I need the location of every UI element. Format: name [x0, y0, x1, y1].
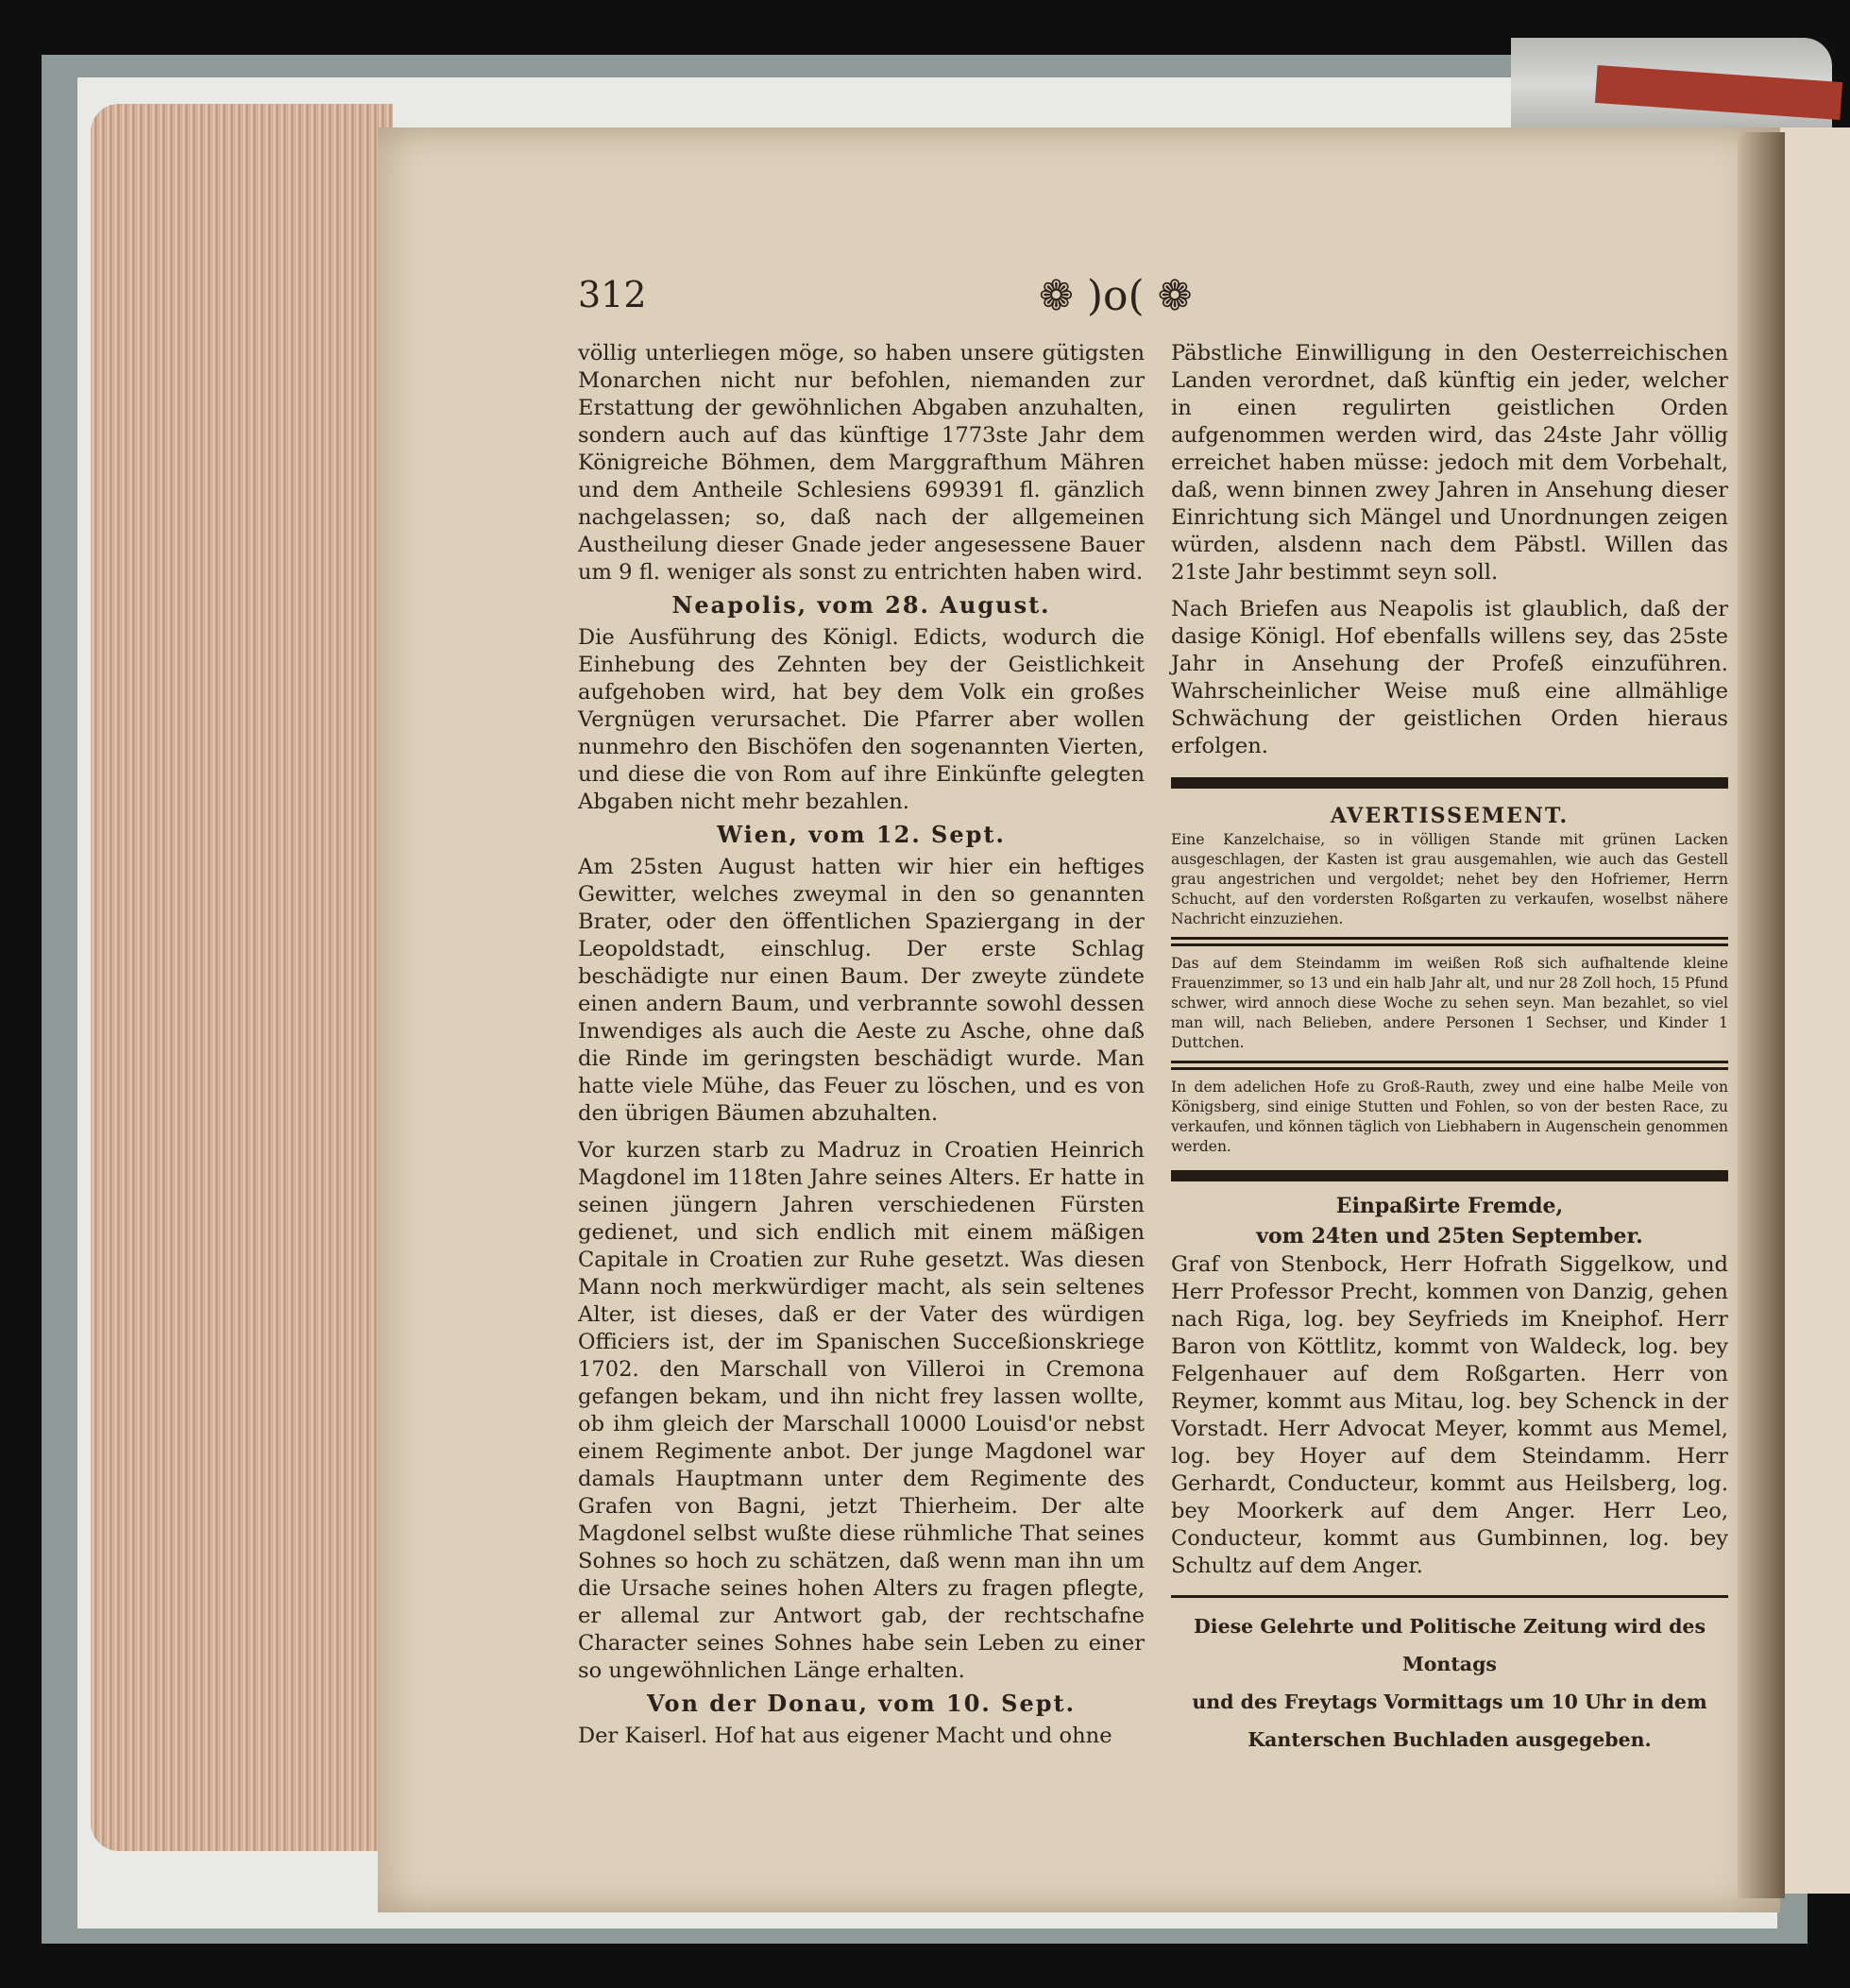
article-paragraph: Die Ausführung des Königl. Edicts, wodurch die Einhebung des Zehnten bey der Geistlichkeit aufgehoben wird, hat bey dem Volk ein großes Vergnügen verursachet. Die Pfarrer aber wollen nunmehro den Bischöfen den sogenannten Vierten, und diese die von Rom auf ihre Einkünfte gelegten Abgaben nicht mehr bezahlen. — [578, 625, 1145, 814]
imprint-line: und des Freytags Vormittags um 10 Uhr in dem — [1192, 1691, 1707, 1713]
article-paragraph: Der Kaiserl. Hof hat aus eigener Macht und ohne — [578, 1724, 1112, 1748]
facing-page — [1775, 127, 1850, 1894]
article-paragraph: Nach Briefen aus Neapolis ist glaublich, daß der dasige Königl. Hof ebenfalls willens sey, das 25ste Jahr in Ansehung der Profeß einzuführen. Wahrscheinlicher Weise muß eine allmählige Schwächung der geistlichen Orden hieraus erfolgen. — [1171, 597, 1728, 758]
imprint-line: Kanterschen Buchladen ausgegeben. — [1247, 1728, 1652, 1751]
ornament-rosette-icon: ❁ )o( ❁ — [1039, 272, 1193, 320]
page-edges — [91, 104, 393, 1851]
article-paragraph: Päbstliche Einwilligung in den Oesterreichischen Landen verordnet, daß künftig ein jeder, welcher in einen regulirten geistlichen Orden aufgenommen werden wird, das 24ste Jahr völlig erreichet haben müsse: jedoch mit dem Vorbehalt, daß, wenn binnen zwey Jahren in Ansehung dieser Einrichtung sich Mängel und Unordnungen zeigen würden, alsdenn nach dem Päbstl. Willen das 21ste Jahr bestimmt seyn soll. — [1171, 341, 1728, 585]
imprint-line: Diese Gelehrte und Politische Zeitung wird des Montags — [1194, 1615, 1706, 1675]
right-column — [1171, 340, 1728, 1759]
left-column — [578, 340, 1145, 1750]
advertisement-text: Das auf dem Steindamm im weißen Roß sich aufhaltende kleine Frauenzimmer, so 13 und ein halb Jahr alt, und nur 28 Zoll hoch, 15 Pfund schwer, wird annoch diese Woche zu sehen seyn. Man bezahlet, so viel man will, nach Belieben, andere Personen 1 Sechser, und Kinder 1 Duttchen. — [1171, 955, 1728, 1051]
article-paragraph: Vor kurzen starb zu Madruz in Croatien Heinrich Magdonel im 118ten Jahre seines Alters. Er hatte in seinen jüngern Jahren verschiedenen Fürsten gedienet, und sich endlich mit einem mäßigen Capitale in Croatien zur Ruhe gesetzt. Was diesen Mann noch merkwürdiger macht, als sein seltenes Alter, ist dieses, daß er der Vater des würdigen Officiers ist, der im Spanischen Succeßionskriege 1702. den Marschall von Villeroi in Cremona gefangen bekam, und ihn nicht frey lassen wollte, ob ihm gleich der Marschall 10000 Louisd'or nebst einem Regimente anbot. Der junge Magdonel war damals Hauptmann unter dem Regimente des Grafen von Bagni, jetzt Thierheim. Der alte Magdonel selbst wußte diese rühmliche That seines Sohnes so hoch zu schätzen, daß wenn man ihn um die Ursache seines hohen Alters zu fragen pflegte, er allemal zur Antwort gab, der rechtschafne Character seines Sohnes habe sein Leben zu einer so ungewöhnlichen Länge erhalten. — [578, 1138, 1145, 1683]
divider-rule — [1171, 937, 1728, 946]
arrivals-date: vom 24ten und 25ten September. — [1256, 1224, 1643, 1249]
arrivals-list: Graf von Stenbock, Herr Hofrath Siggelkow, und Herr Professor Precht, kommen von Danzig, gehen nach Riga, log. bey Seyfrieds im Kneiphof. Herr Baron von Köttlitz, kommt von Waldeck, log. bey Felgenhauer auf dem Roßgarten. Herr von Reymer, kommt aus Mitau, log. bey Schenck in der Vorstadt. Herr Advocat Meyer, kommt aus Memel, log. bey Hoyer auf dem Steindamm. Herr Gerhardt, Conducteur, kommt aus Heilsberg, log. bey Moorkerk auf dem Anger. Herr Leo, Conducteur, kommt aus Gumbinnen, log. bey Schultz auf dem Anger. — [1171, 1252, 1728, 1578]
article-paragraph: Am 25sten August hatten wir hier ein heftiges Gewitter, welches zweymal in den so genannten Brater, oder den öffentlichen Spaziergang in der Leopoldstadt, einschlug. Der erste Schlag beschädigte nur einen Baum. Der zweyte zündete einen andern Baum, und verbrannte sowohl dessen Inwendiges als auch die Aeste zu Asche, ohne daß die Rinde im geringsten beschädigt wurde. Man hatte viele Mühe, das Feuer zu löschen, und es von den übrigen Bäumen abzuhalten. — [578, 855, 1145, 1126]
dateline-heading: Neapolis, vom 28. August. — [671, 591, 1051, 619]
divider-rule — [1171, 777, 1728, 789]
article-paragraph: völlig unterliegen möge, so haben unsere gütigsten Monarchen nicht nur befohlen, niemanden zur Erstattung der gewöhnlichen Abgaben anzuhalten, sondern auch auf das künftige 1773ste Jahr dem Königreiche Böhmen, dem Marggrafthum Mähren und dem Antheile Schlesiens 699391 fl. gänzlich nachgelassen; so, daß nach der allgemeinen Austheilung dieser Gnade jeder angesessene Bauer um 9 fl. weniger als sonst zu entrichten haben wird. — [578, 341, 1145, 585]
dateline-heading: Von der Donau, vom 10. Sept. — [647, 1690, 1076, 1717]
dateline-heading: Wien, vom 12. Sept. — [717, 821, 1006, 848]
advertisement-text: In dem adelichen Hofe zu Groß-Rauth, zwey und eine halbe Meile von Königsberg, sind einige Stutten und Fohlen, so von der besten Race, zu verkaufen, und können täglich von Liebhabern in Augenschein genommen werden. — [1171, 1079, 1728, 1155]
arrivals-title: Einpaßirte Fremde, — [1335, 1194, 1564, 1218]
advertisement-text: Eine Kanzelchaise, so in völligen Stande mit grünen Lacken ausgeschlagen, der Kasten ist grau ausgemahlen, wie auch das Gestell grau angestrichen und vergoldet; nehet bey den Hofriemer, Herrn Schucht, auf den vordersten Roßgarten zu verkaufen, woselbst nähere Nachricht einzuziehen. — [1171, 831, 1728, 927]
divider-rule — [1171, 1595, 1728, 1598]
divider-rule — [1171, 1061, 1728, 1070]
divider-rule — [1171, 1170, 1728, 1181]
page-number: 312 — [578, 274, 647, 315]
gutter-shadow — [1738, 132, 1785, 1898]
advertisement-title: AVERTISSEMENT. — [1330, 804, 1570, 828]
